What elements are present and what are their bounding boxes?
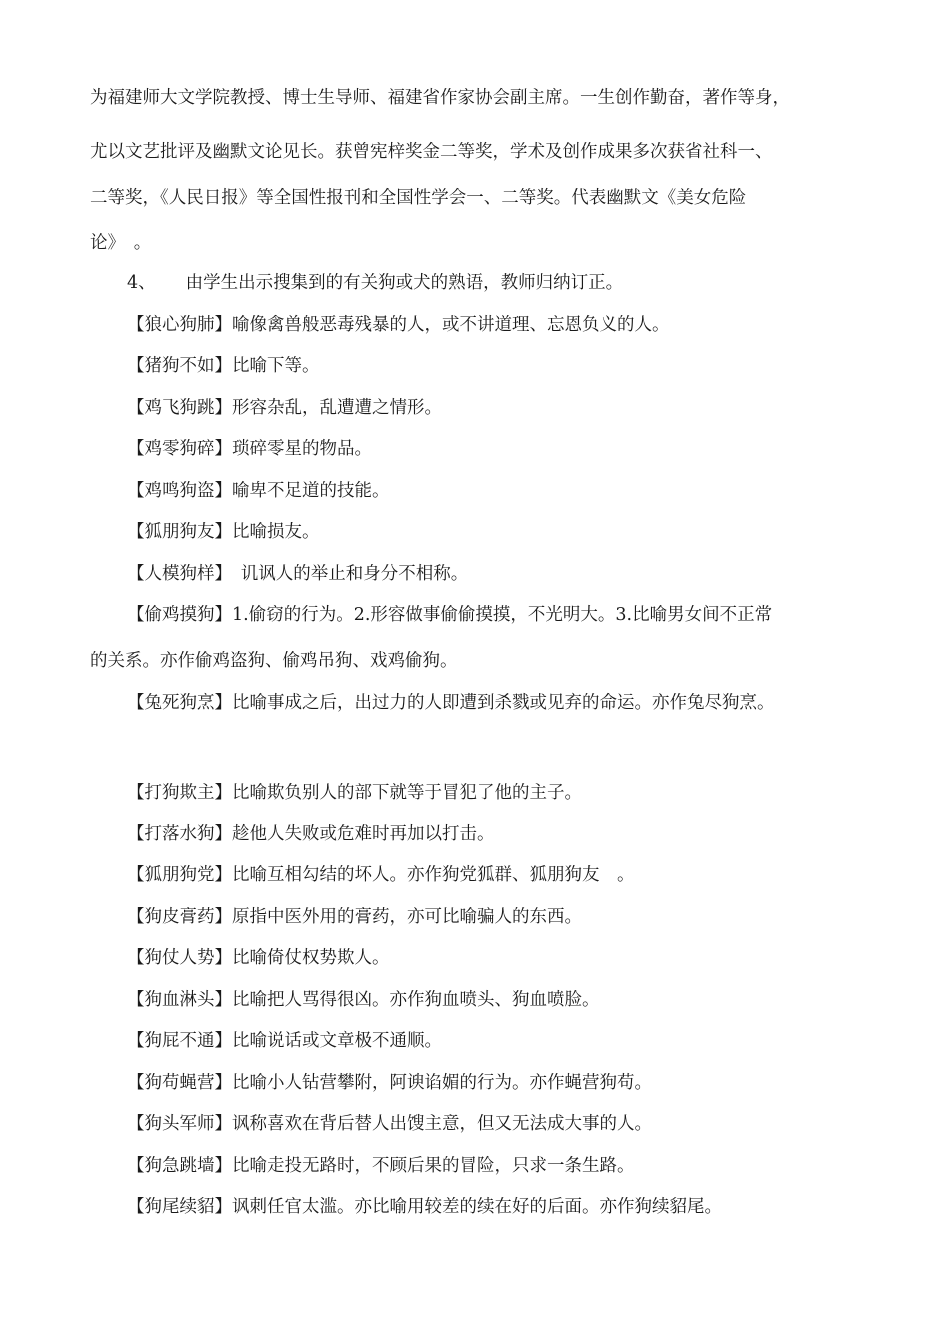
idiom-entry bbox=[127, 354, 320, 378]
idiom-definition: 喻像禽兽般恶毒残暴的人，或不讲道理、忘恩负义的人。 bbox=[232, 315, 670, 335]
idiom-term: 【狗仗人势】 bbox=[127, 948, 232, 968]
idiom-term: 【狗血淋头】 bbox=[127, 990, 232, 1010]
idiom-entry bbox=[127, 946, 390, 970]
idiom-definition: 喻卑不足道的技能。 bbox=[232, 481, 390, 501]
idiom-definition: 比喻小人钻营攀附，阿谀谄媚的行为。亦作蝇营狗苟。 bbox=[232, 1073, 652, 1093]
idiom-definition: 比喻把人骂得很凶。亦作狗血喷头、狗血喷脸。 bbox=[232, 990, 600, 1010]
idiom-term: 【鸡飞狗跳】 bbox=[127, 398, 232, 418]
idiom-definition: 比喻走投无路时，不顾后果的冒险，只求一条生路。 bbox=[232, 1156, 635, 1176]
idiom-definition: 比喻互相勾结的坏人。亦作狗党狐群、狐朋狗友 。 bbox=[232, 865, 635, 885]
idiom-entry bbox=[127, 1154, 635, 1178]
idiom-entry bbox=[127, 479, 390, 503]
intro-line-2: 尤以文艺批评及幽默文论见长。获曾宪梓奖金二等奖，学术及创作成果多次获省社科一、 bbox=[90, 142, 773, 162]
idiom-entry bbox=[127, 1029, 442, 1053]
idiom-definition: 讽称喜欢在背后替人出馊主意，但又无法成大事的人。 bbox=[232, 1114, 652, 1134]
idiom-continuation: 的关系。亦作偷鸡盗狗、偷鸡吊狗、戏鸡偷狗。 bbox=[90, 651, 458, 671]
idiom-entry bbox=[127, 437, 372, 461]
intro-line-3: 二等奖，《人民日报》等全国性报刊和全国性学会一、二等奖。代表幽默文《美女危险 bbox=[90, 188, 747, 208]
idiom-term: 【偷鸡摸狗】 bbox=[127, 605, 232, 625]
idiom-definition: 比喻事成之后，出过力的人即遭到杀戮或见弃的命运。亦作兔尽狗烹。 bbox=[232, 693, 775, 713]
idiom-term: 【狐朋狗友】 bbox=[127, 522, 232, 542]
idiom-entry bbox=[127, 822, 495, 846]
idiom-definition: 形容杂乱，乱遭遭之情形。 bbox=[232, 398, 442, 418]
idiom-definition: 趁他人失败或危难时再加以打击。 bbox=[232, 824, 495, 844]
idiom-definition: 讥讽人的举止和身分不相称。 bbox=[223, 564, 469, 584]
idiom-definition: 比喻欺负别人的部下就等于冒犯了他的主子。 bbox=[232, 783, 582, 803]
idiom-definition: 比喻倚仗权势欺人。 bbox=[232, 948, 390, 968]
idiom-definition: 比喻损友。 bbox=[232, 522, 320, 542]
idiom-entry bbox=[127, 396, 442, 420]
idiom-definition: 琐碎零星的物品。 bbox=[232, 439, 372, 459]
idiom-entry bbox=[127, 905, 582, 929]
idiom-entry bbox=[127, 863, 635, 887]
idiom-term: 【狐朋狗党】 bbox=[127, 865, 232, 885]
idiom-entry bbox=[127, 313, 670, 337]
idiom-term: 【鸡零狗碎】 bbox=[127, 439, 232, 459]
idiom-definition: 比喻说话或文章极不通顺。 bbox=[232, 1031, 442, 1051]
idiom-term: 【鸡鸣狗盗】 bbox=[127, 481, 232, 501]
idiom-term: 【狗急跳墙】 bbox=[127, 1156, 232, 1176]
idiom-term: 【打落水狗】 bbox=[127, 824, 232, 844]
idiom-entry bbox=[127, 1195, 722, 1219]
step-4-paragraph bbox=[127, 271, 623, 295]
idiom-definition: 比喻下等。 bbox=[232, 356, 320, 376]
idiom-entry bbox=[127, 781, 582, 805]
idiom-term: 【打狗欺主】 bbox=[127, 783, 232, 803]
idiom-entry bbox=[127, 603, 772, 627]
idiom-definition: 1.偷窃的行为。2.形容做事偷偷摸摸，不光明大。3.比喻男女间不正常 bbox=[232, 605, 773, 625]
intro-line-4: 论》 。 bbox=[90, 233, 152, 253]
intro-line-1: 为福建师大文学院教授、博士生导师、福建省作家协会副主席。一生创作勤奋，著作等身， bbox=[90, 88, 790, 108]
idiom-entry bbox=[127, 988, 600, 1012]
idiom-term: 【狗头军师】 bbox=[127, 1114, 232, 1134]
step-number: 4、 bbox=[127, 273, 156, 293]
idiom-entry bbox=[127, 691, 775, 715]
idiom-term: 【人模狗样】 bbox=[127, 564, 224, 584]
idiom-definition: 讽刺任官太滥。亦比喻用较差的续在好的后面。亦作狗续貂尾。 bbox=[232, 1197, 722, 1217]
idiom-entry bbox=[127, 562, 468, 586]
idiom-definition: 原指中医外用的膏药，亦可比喻骗人的东西。 bbox=[232, 907, 582, 927]
idiom-term: 【狗皮膏药】 bbox=[127, 907, 232, 927]
idiom-term: 【猪狗不如】 bbox=[127, 356, 232, 376]
idiom-entry bbox=[127, 1071, 652, 1095]
idiom-term: 【狗尾续貂】 bbox=[127, 1197, 232, 1217]
idiom-term: 【狼心狗肺】 bbox=[127, 315, 232, 335]
idiom-entry bbox=[127, 520, 320, 544]
step-text: 由学生出示搜集到的有关狗或犬的熟语，教师归纳订正。 bbox=[185, 273, 624, 293]
idiom-term: 【狗屁不通】 bbox=[127, 1031, 232, 1051]
idiom-entry bbox=[127, 1112, 652, 1136]
idiom-term: 【狗苟蝇营】 bbox=[127, 1073, 232, 1093]
idiom-term: 【兔死狗烹】 bbox=[127, 693, 232, 713]
